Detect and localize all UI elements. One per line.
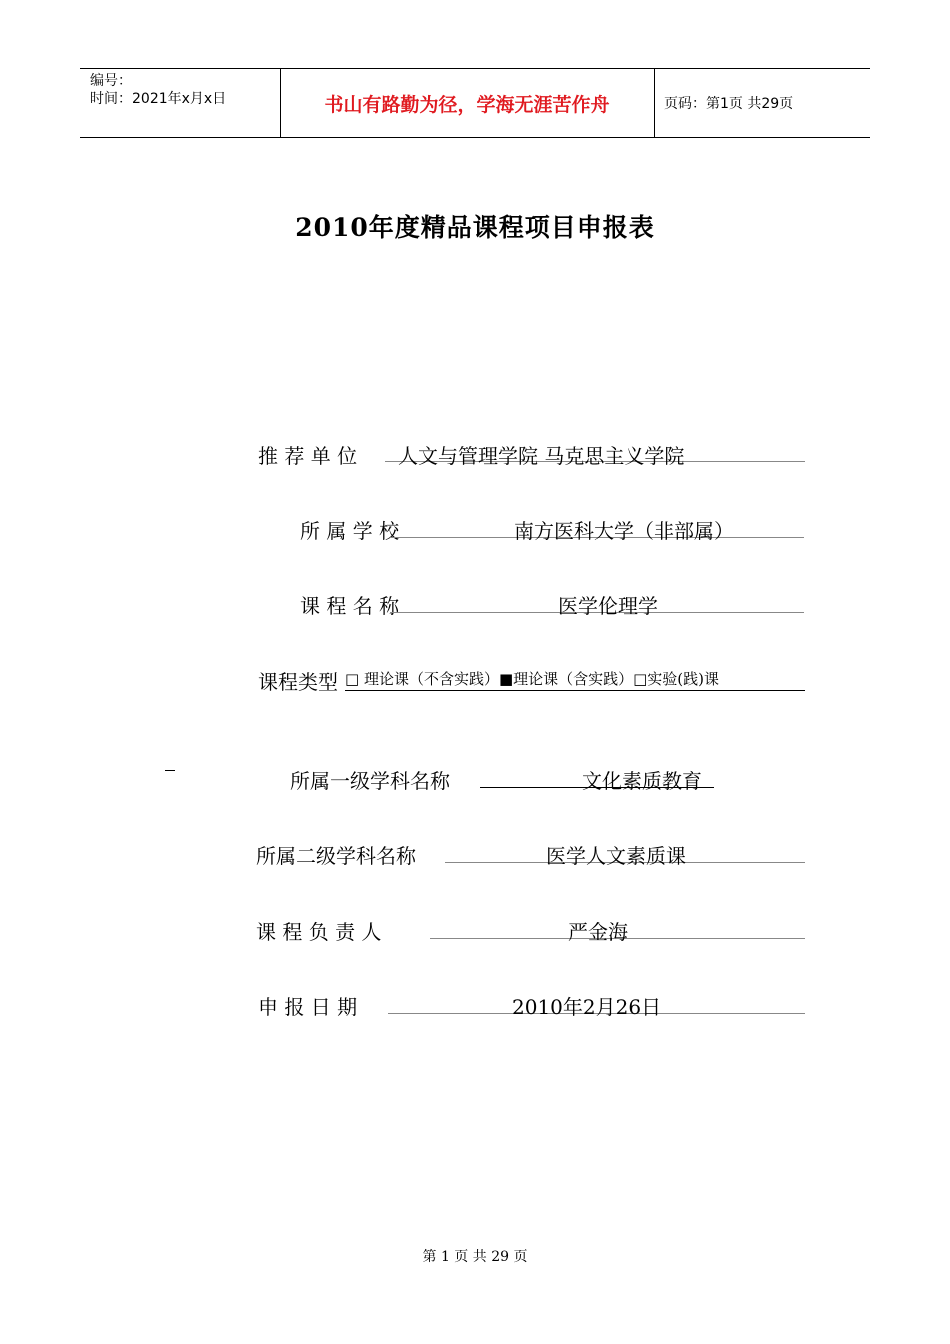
apply-date-value: 2010年2月26日 — [512, 995, 662, 1019]
course-type-label: 课程类型 — [258, 670, 338, 694]
header-info-cell — [80, 69, 281, 137]
course-name-label: 课 程 名 称 — [300, 594, 400, 618]
page-code: 页码：第1页 共29页 — [664, 96, 794, 112]
school-value: 南方医科大学（非部属） — [514, 519, 734, 543]
course-name-value: 医学伦理学 — [558, 594, 658, 618]
page-footer: 第 1 页 共 29 页 — [422, 1249, 528, 1265]
course-type-options: □ 理论课（不含实践）■理论课（含实践）□实验(践)课 — [345, 668, 805, 691]
leader-label: 课 程 负 责 人 — [256, 920, 382, 944]
school-label: 所 属 学 校 — [300, 519, 400, 543]
stray-dash — [165, 770, 175, 771]
time-label: 时间：2021年x月x日 — [90, 91, 227, 107]
page-header — [80, 68, 870, 138]
document-title: 2010年度精品课程项目申报表 — [295, 213, 655, 242]
recommend-unit-label: 推 荐 单 位 — [258, 444, 358, 468]
second-level-label: 所属二级学科名称 — [256, 844, 416, 868]
number-label: 编号： — [90, 73, 132, 89]
first-level-label: 所属一级学科名称 — [290, 769, 450, 793]
second-level-value: 医学人文素质课 — [546, 844, 686, 868]
leader-value: 严金海 — [568, 920, 628, 944]
motto: 书山有路勤为径，学海无涯苦作舟 — [280, 69, 655, 137]
first-level-value: 文化素质教育 — [582, 769, 702, 793]
recommend-unit-value: 人文与管理学院 马克思主义学院 — [398, 444, 685, 468]
apply-date-label: 申 报 日 期 — [258, 995, 358, 1019]
